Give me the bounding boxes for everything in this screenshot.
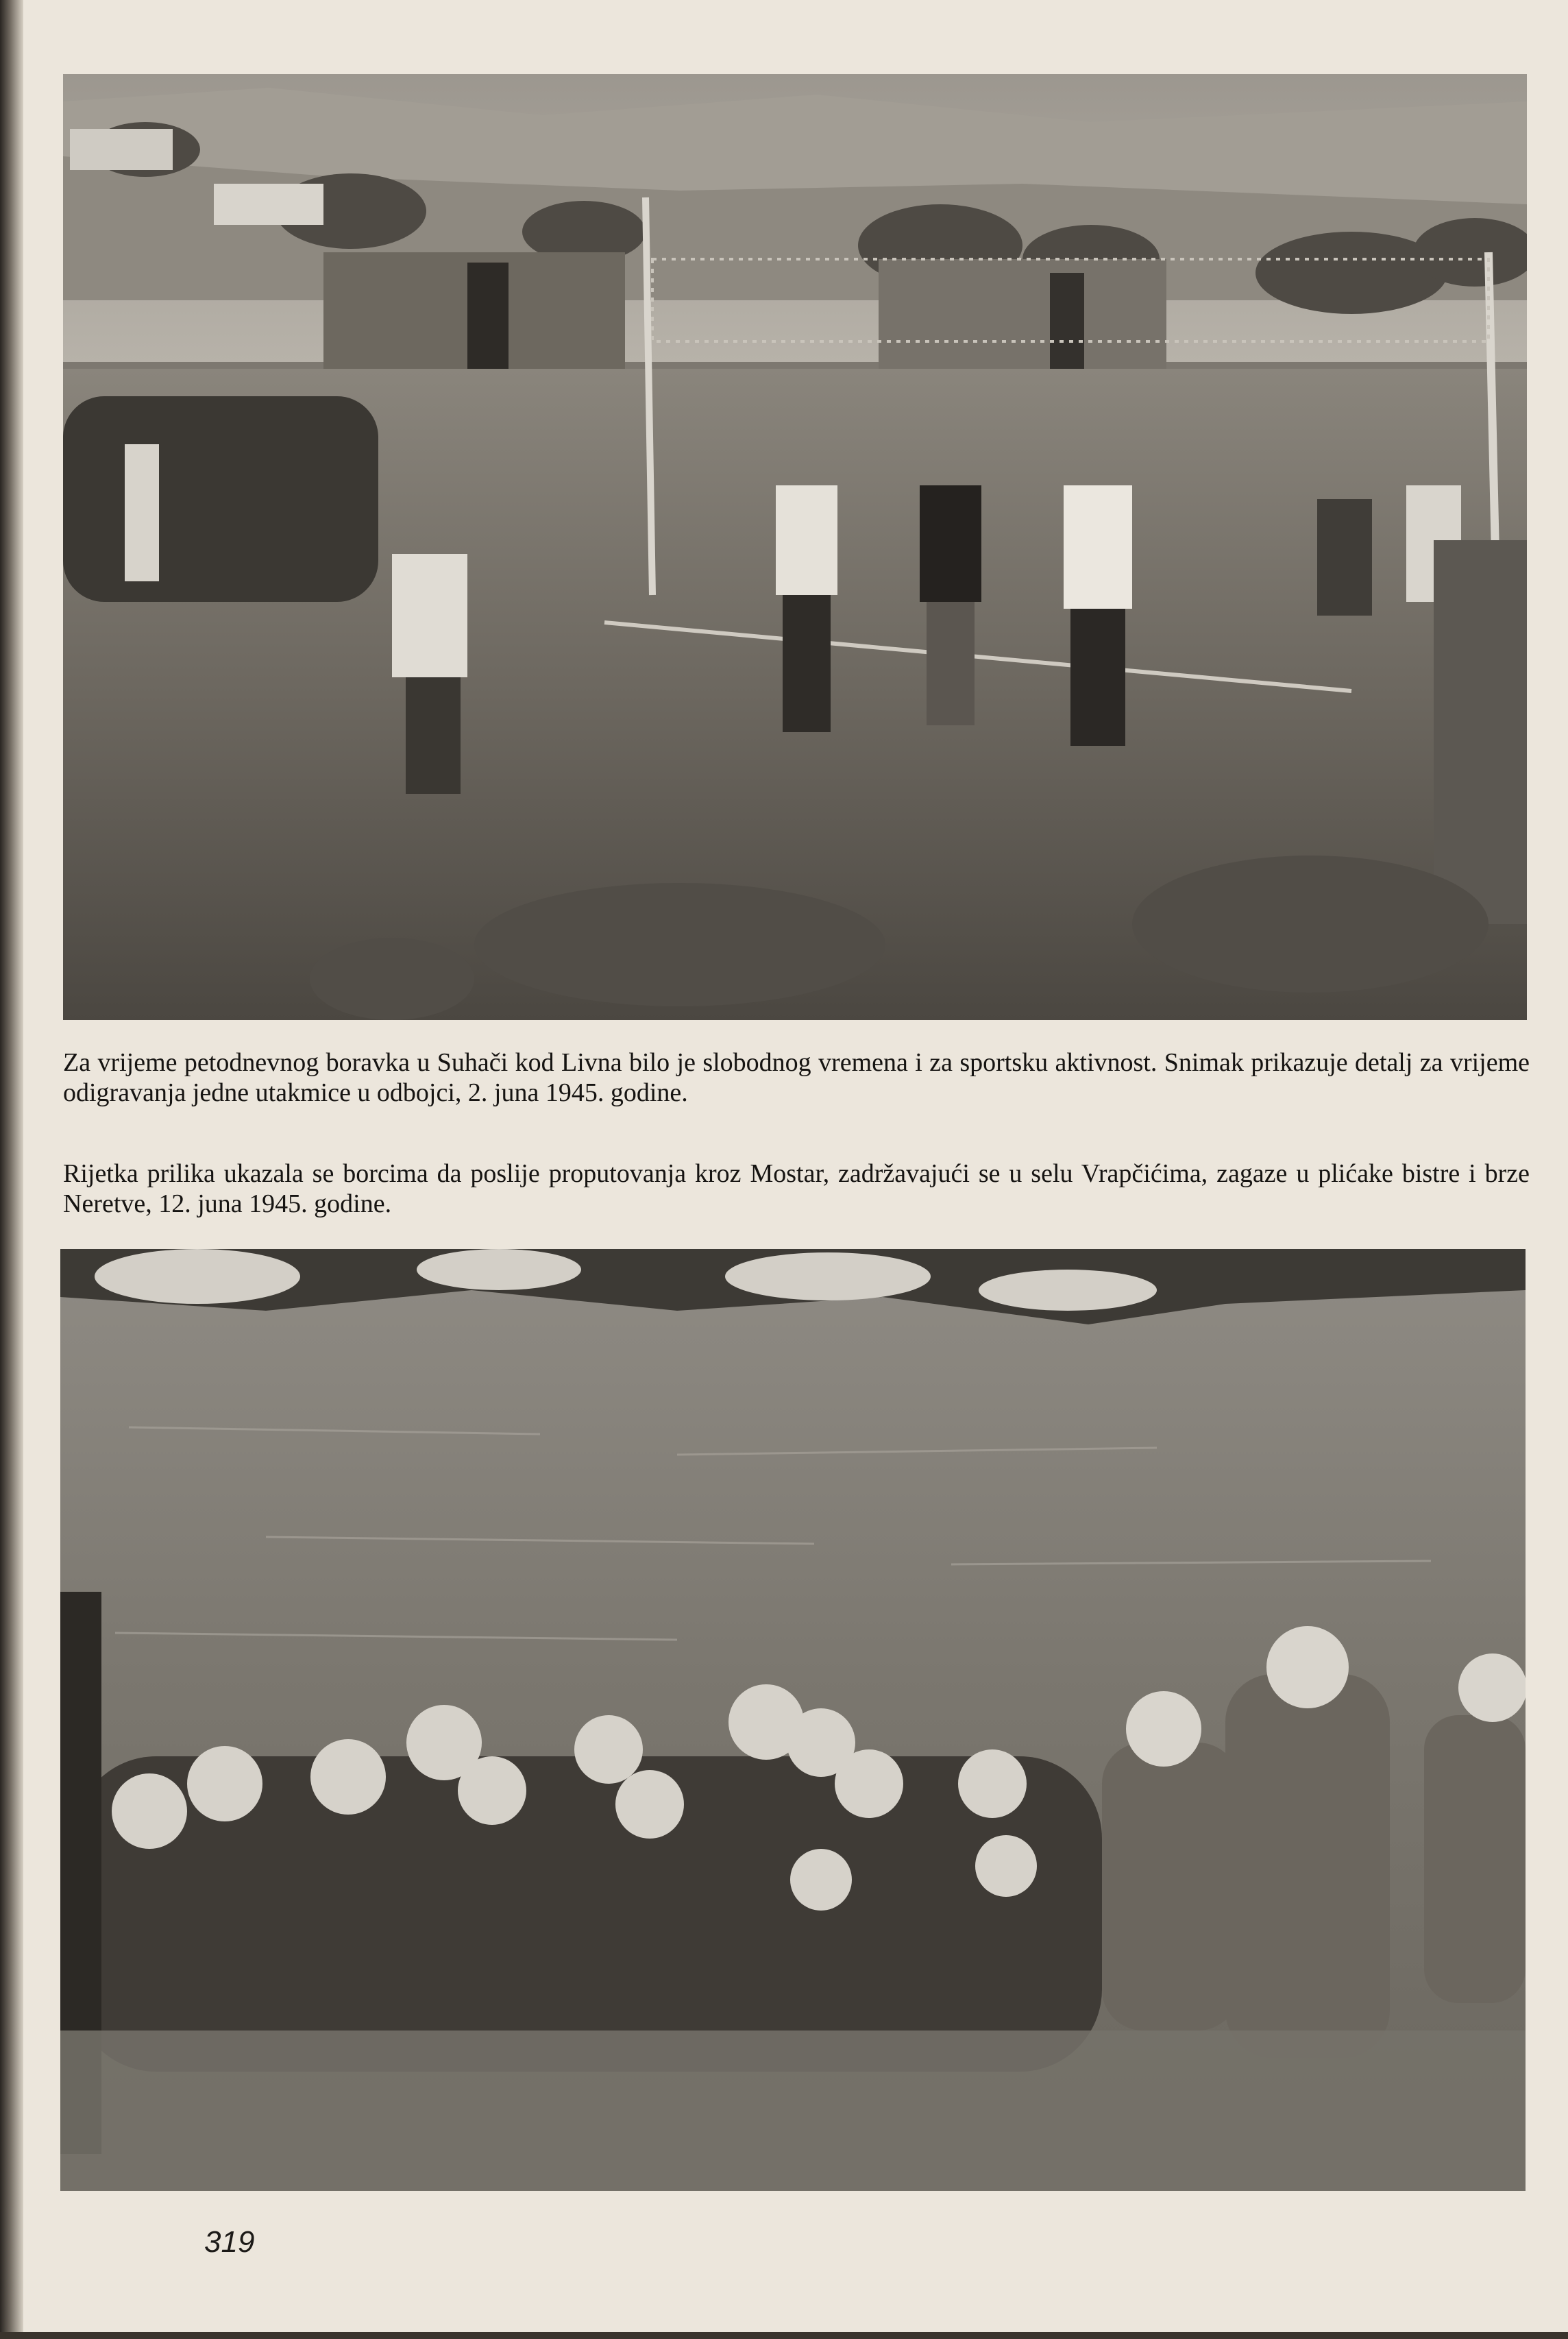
photo-caption-river: Rijetka prilika ukazala se borcima da poslije proputovanja kroz Mostar, zadržavajući se u selu Vrapčićima, zagaze u plićake bistre i brze Neretve, 12. juna 1945. godine. <box>63 1159 1530 1218</box>
page-gutter-shadow <box>0 0 23 2339</box>
volleyball-photo <box>63 74 1527 1020</box>
page-number: 319 <box>204 2225 255 2259</box>
photo-caption-volleyball: Za vrijeme petodnevnog boravka u Suhači kod Livna bilo je slobodnog vremena i za sportsku aktivnost. Snimak prikazuje detalj za vrijeme odigravanja jedne utakmice u odbojci, 2. juna 1945. godine. <box>63 1048 1530 1107</box>
river-bathing-photo <box>60 1249 1526 2191</box>
page-bottom-edge <box>0 2332 1568 2339</box>
